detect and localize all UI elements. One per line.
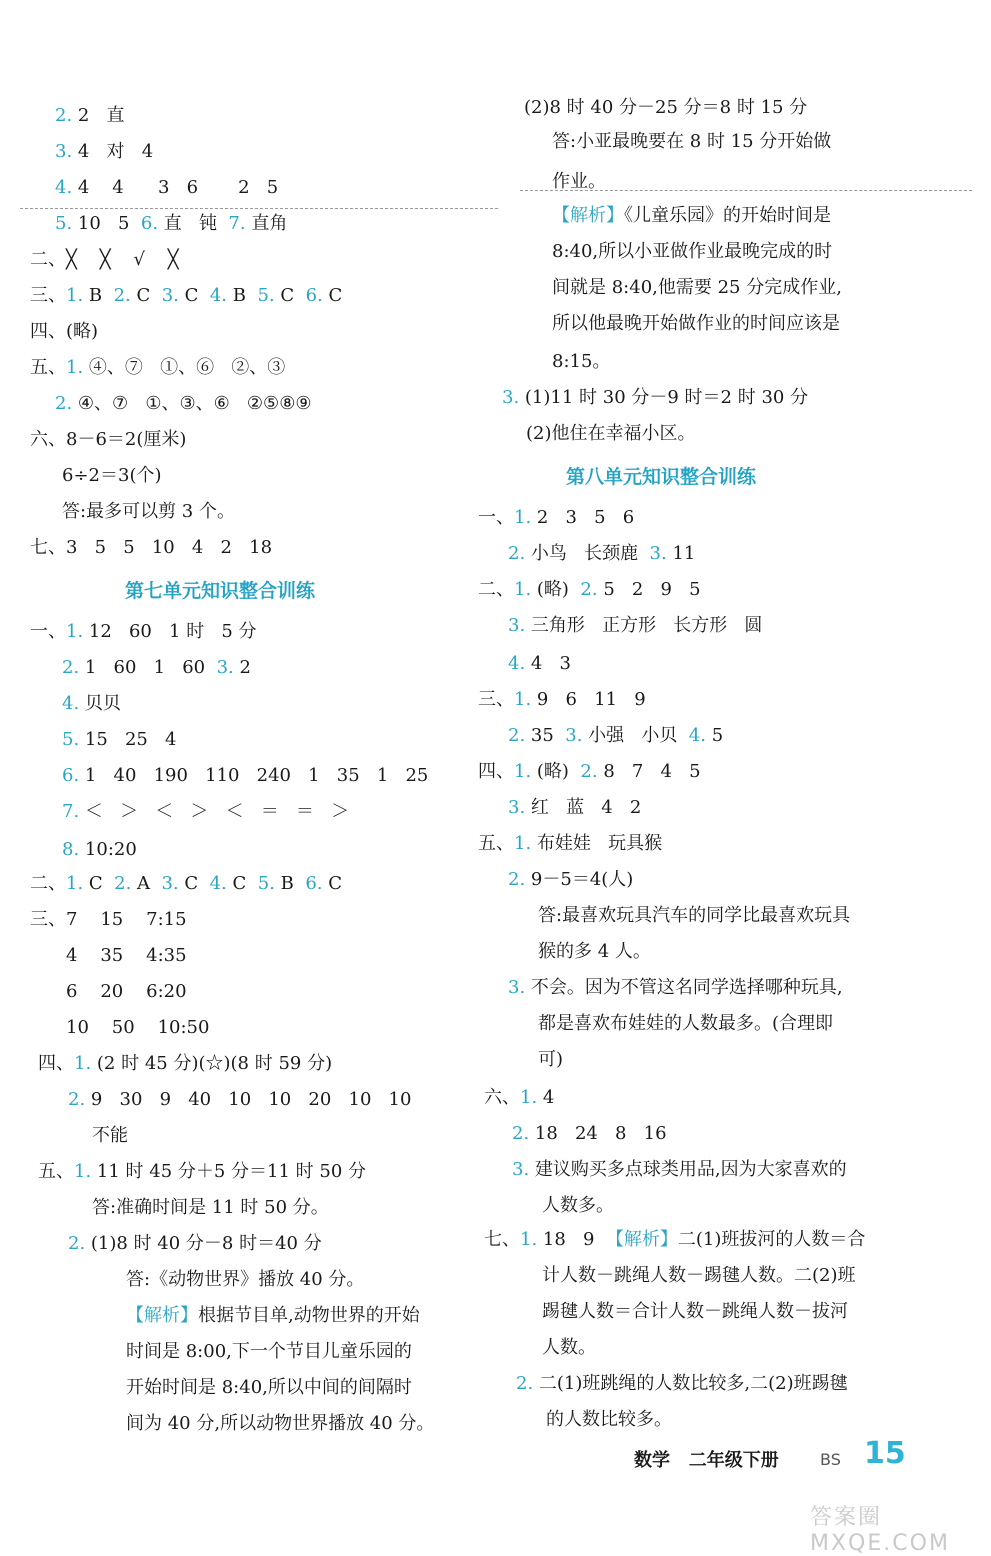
answer-text: 15 25 4	[79, 729, 177, 750]
item-number: 1.	[520, 1229, 538, 1250]
answer-text: 12 60 1 时 5 分	[83, 621, 257, 642]
item-number: 2.	[508, 543, 526, 564]
answer-text: B	[227, 285, 258, 306]
answer-text: 七、	[484, 1229, 520, 1250]
right-answer-line	[552, 312, 840, 336]
answer-text: (略)	[531, 579, 581, 600]
answer-text: 作业。	[552, 171, 606, 192]
answer-text: 六、	[484, 1087, 520, 1108]
item-number: 3.	[512, 1159, 530, 1180]
item-number: 2.	[512, 1123, 530, 1144]
item-number: 2.	[68, 1233, 86, 1254]
left-answer-line	[92, 1124, 128, 1148]
answer-text: 三、	[30, 285, 66, 306]
item-number: 3.	[55, 141, 73, 162]
left-answer-line	[30, 356, 285, 380]
item-number: 1.	[514, 579, 532, 600]
answer-text: 间就是 8:40,他需要 25 分完成作业,	[552, 277, 842, 298]
left-answer-line	[66, 980, 187, 1004]
answer-text: 答:《动物世界》播放 40 分。	[126, 1269, 365, 1290]
answer-text: 四、	[478, 761, 514, 782]
item-number: 6.	[62, 765, 80, 786]
answer-text: 四、	[38, 1053, 74, 1074]
right-answer-line	[484, 1086, 554, 1110]
answer-text: 二、╳ ╳ √ ╳	[30, 249, 179, 270]
right-answer-line	[552, 350, 610, 374]
left-answer-line	[30, 536, 272, 560]
item-number: 6.	[305, 285, 323, 306]
answer-text: C	[274, 285, 306, 306]
answer-text: 二(1)班跳绳的人数比较多,二(2)班踢毽	[533, 1373, 848, 1394]
right-answer-line	[552, 130, 831, 154]
unit7-heading: 第七单元知识整合训练	[125, 580, 316, 602]
left-answer-line	[62, 838, 137, 862]
answer-text: 8 7 4 5	[597, 761, 701, 782]
answer-text: 2 3 5 6	[531, 507, 635, 528]
item-number: 1.	[66, 621, 84, 642]
answer-text: (2)他住在幸福小区。	[526, 423, 696, 444]
left-answer-line	[30, 320, 98, 344]
right-answer-line	[542, 1336, 596, 1360]
item-number: 2.	[68, 1089, 86, 1110]
right-answer-line	[526, 422, 696, 446]
item-number: 5.	[257, 873, 275, 894]
answer-text: 五、	[478, 833, 514, 854]
answer-text: 2	[233, 657, 251, 678]
left-answer-line	[55, 392, 311, 416]
left-answer-line	[62, 764, 428, 788]
item-number: 4.	[209, 873, 227, 894]
left-answer-line	[126, 1340, 412, 1364]
item-number: 4.	[62, 693, 80, 714]
left-answer-line	[62, 728, 177, 752]
answer-text: 4 对 4	[72, 141, 154, 162]
item-number: 8.	[62, 839, 80, 860]
answer-text: 不能	[92, 1125, 128, 1146]
left-answer-line	[92, 1196, 329, 1220]
left-answer-line	[62, 656, 251, 680]
left-answer-line	[30, 872, 342, 896]
answer-text: (1)8 时 40 分－8 时＝40 分	[85, 1233, 322, 1254]
item-number: 3.	[649, 543, 667, 564]
answer-text: 计人数－跳绳人数－踢毽人数。二(2)班	[542, 1265, 856, 1286]
answer-text: C	[178, 873, 210, 894]
answer-text: 开始时间是 8:40,所以中间的间隔时	[126, 1377, 412, 1398]
answer-text: 五、	[38, 1161, 74, 1182]
item-number: 1.	[520, 1087, 538, 1108]
item-number: 2.	[55, 393, 73, 414]
item-number: 7.	[62, 801, 80, 822]
left-answer-line	[66, 944, 187, 968]
answer-text: 直 钝	[158, 213, 229, 234]
answer-text: 可)	[538, 1049, 564, 1070]
left-answer-line	[62, 692, 121, 716]
item-number: 1.	[514, 507, 532, 528]
right-answer-line	[508, 724, 723, 748]
answer-text: 根据节目单,动物世界的开始	[198, 1305, 420, 1326]
page-number: 15	[864, 1436, 906, 1471]
item-number: 3.	[161, 873, 179, 894]
answer-text: 1 60 1 60	[79, 657, 217, 678]
answer-text: 9 6 11 9	[531, 689, 646, 710]
item-number: 3.	[508, 797, 526, 818]
right-answer-line	[538, 1012, 833, 1036]
left-answer-line	[30, 284, 342, 308]
analysis-tag: 【解析】	[552, 205, 624, 226]
right-answer-line	[538, 904, 850, 928]
item-number: 1.	[66, 357, 84, 378]
right-answer-line	[502, 386, 808, 410]
item-number: 6.	[305, 873, 323, 894]
watermark-logo: 答案圈 MXQE.COM	[810, 1505, 950, 1556]
answer-text: 4 4 3 6 2 5	[72, 177, 279, 198]
footer-edition: BS	[820, 1450, 841, 1469]
answer-text: 时间是 8:00,下一个节目儿童乐园的	[126, 1341, 412, 1362]
item-number: 3.	[502, 387, 520, 408]
answer-text: 9 30 9 40 10 10 20 10 10	[85, 1089, 412, 1110]
answer-text: (2)8 时 40 分－25 分＝8 时 15 分	[524, 97, 808, 118]
item-number: 4.	[209, 285, 228, 306]
answer-text: ④、⑦ ①、⑥ ②、③	[83, 357, 286, 378]
answer-text: 踢毽人数＝合计人数－跳绳人数－拔河	[542, 1301, 848, 1322]
right-answer-line	[484, 1228, 865, 1252]
answer-text: (2 时 45 分)(☆)(8 时 59 分)	[91, 1053, 333, 1074]
answer-text: 1 40 190 110 240 1 35 1 25	[79, 765, 429, 786]
unit8-heading: 第八单元知识整合训练	[566, 466, 757, 488]
answer-text: 七、3 5 5 10 4 2 18	[30, 537, 273, 558]
answer-text: C	[130, 285, 162, 306]
answer-text: 《儿童乐园》的开始时间是	[624, 205, 831, 226]
answer-text: A	[131, 873, 162, 894]
right-answer-line	[546, 1408, 672, 1432]
right-answer-line	[508, 652, 571, 676]
answer-text: 五、	[30, 357, 66, 378]
answer-text: 人数。	[542, 1337, 596, 1358]
item-number: 2.	[55, 105, 73, 126]
answer-text: 10:20	[79, 839, 137, 860]
answer-text: 10 50 10:50	[66, 1017, 210, 1038]
item-number: 4.	[508, 653, 526, 674]
answer-text: 猴的多 4 人。	[538, 941, 651, 962]
answer-text: 人数多。	[542, 1195, 614, 1216]
left-answer-line	[38, 1052, 332, 1076]
item-number: 4.	[688, 725, 706, 746]
right-answer-line	[508, 976, 843, 1000]
answer-text: 三、	[478, 689, 514, 710]
answer-text: 答:准确时间是 11 时 50 分。	[92, 1197, 329, 1218]
left-answer-line	[55, 176, 278, 200]
answer-text: C	[178, 285, 210, 306]
right-answer-line	[478, 506, 634, 530]
answer-text: 四、(略)	[30, 321, 99, 342]
item-number: 1.	[74, 1161, 92, 1182]
left-answer-line	[55, 212, 287, 236]
right-answer-line	[552, 276, 842, 300]
item-number: 2.	[580, 579, 598, 600]
answer-text: 六、8－6＝2(厘米)	[30, 429, 187, 450]
left-answer-line	[126, 1304, 420, 1328]
answer-text: C	[83, 873, 115, 894]
item-number: 2.	[113, 285, 131, 306]
item-number: 1.	[66, 285, 84, 306]
item-number: 2.	[508, 869, 526, 890]
item-number: 6.	[140, 213, 159, 234]
answer-text: B	[274, 873, 306, 894]
answer-text: 4 3	[525, 653, 571, 674]
answer-text: 小鸟 长颈鹿	[525, 543, 650, 564]
answer-text: B	[83, 285, 114, 306]
item-number: 5.	[62, 729, 80, 750]
right-answer-line	[524, 96, 807, 120]
right-answer-line	[512, 1158, 847, 1182]
item-number: 4.	[55, 177, 73, 198]
analysis-tag: 【解析】	[605, 1229, 678, 1250]
left-answer-line	[68, 1232, 322, 1256]
answer-text: 三、7 15 7:15	[30, 909, 187, 930]
answer-text: 答:最多可以剪 3 个。	[62, 501, 235, 522]
answer-text: ＜ ＞ ＜ ＞ ＜ ＝ ＝ ＞	[79, 801, 350, 822]
item-number: 1.	[514, 761, 532, 782]
left-answer-line	[30, 908, 187, 932]
answer-text: 10 5	[72, 213, 141, 234]
right-answer-line	[512, 1122, 667, 1146]
left-answer-line	[30, 620, 257, 644]
item-number: 2.	[114, 873, 132, 894]
right-answer-line	[542, 1194, 614, 1218]
answer-text: C	[226, 873, 258, 894]
left-answer-line	[68, 1088, 411, 1112]
right-answer-line	[552, 204, 831, 228]
item-number: 5.	[257, 285, 275, 306]
left-answer-line	[126, 1376, 412, 1400]
left-answer-line	[62, 464, 161, 488]
answer-text: 一、	[478, 507, 514, 528]
answer-text: (1)11 时 30 分－9 时＝2 时 30 分	[519, 387, 809, 408]
analysis-tag: 【解析】	[126, 1305, 198, 1326]
right-answer-line	[478, 578, 701, 602]
right-answer-line	[508, 542, 695, 566]
answer-text: 35	[525, 725, 566, 746]
answer-text: 5	[705, 725, 724, 746]
right-answer-line	[478, 688, 646, 712]
answer-text: 建议购买多点球类用品,因为大家喜欢的	[529, 1159, 847, 1180]
item-number: 1.	[514, 833, 532, 854]
left-answer-line	[126, 1412, 434, 1436]
left-answer-line	[126, 1268, 364, 1292]
right-answer-line	[542, 1264, 856, 1288]
item-number: 2.	[508, 725, 526, 746]
right-answer-line	[508, 614, 762, 638]
answer-text: 4	[537, 1087, 555, 1108]
item-number: 1.	[66, 873, 84, 894]
answer-text: 二(1)班拔河的人数＝合	[677, 1229, 866, 1250]
item-number: 7.	[228, 213, 246, 234]
answer-text: 布娃娃 玩具猴	[531, 833, 663, 854]
left-answer-line	[55, 104, 125, 128]
answer-text: 三角形 正方形 长方形 圆	[525, 615, 763, 636]
left-answer-line	[66, 1016, 209, 1040]
answer-text: 4 35 4:35	[66, 945, 187, 966]
answer-text: 答:最喜欢玩具汽车的同学比最喜欢玩具	[538, 905, 851, 926]
answer-text: 小强 小贝	[582, 725, 689, 746]
answer-text: 6 20 6:20	[66, 981, 187, 1002]
right-answer-line	[538, 1048, 563, 1072]
answer-text: 二、	[30, 873, 66, 894]
item-number: 2.	[516, 1373, 534, 1394]
answer-text: 18 9	[537, 1229, 606, 1250]
answer-text: 8:15。	[552, 351, 611, 372]
left-answer-line	[62, 500, 235, 524]
right-answer-line	[516, 1372, 848, 1396]
right-answer-line	[552, 170, 606, 194]
item-number: 3.	[565, 725, 583, 746]
answer-text: 2 直	[72, 105, 125, 126]
answer-text: 18 24 8 16	[529, 1123, 667, 1144]
answer-text: 6÷2＝3(个)	[62, 465, 162, 486]
item-number: 3.	[216, 657, 234, 678]
right-answer-line	[538, 940, 651, 964]
answer-text: 不会。因为不管这名同学选择哪种玩具,	[525, 977, 843, 998]
answer-text: 直角	[245, 213, 288, 234]
answer-text: 的人数比较多。	[546, 1409, 672, 1430]
answer-text: 贝贝	[79, 693, 121, 714]
answer-text: C	[322, 873, 343, 894]
answer-text: 间为 40 分,所以动物世界播放 40 分。	[126, 1413, 435, 1434]
answer-text: 红 蓝 4 2	[525, 797, 642, 818]
answer-text: 5 2 9 5	[597, 579, 701, 600]
right-answer-line	[478, 832, 662, 856]
item-number: 3.	[161, 285, 179, 306]
left-answer-line	[38, 1160, 366, 1184]
item-number: 1.	[514, 689, 532, 710]
right-answer-line	[508, 868, 633, 892]
item-number: 3.	[508, 977, 526, 998]
answer-text: 一、	[30, 621, 66, 642]
left-answer-line	[62, 800, 349, 824]
answer-text: (略)	[531, 761, 581, 782]
answer-text: 答:小亚最晚要在 8 时 15 分开始做	[552, 131, 832, 152]
answer-text: 11	[666, 543, 696, 564]
item-number: 5.	[55, 213, 73, 234]
item-number: 1.	[74, 1053, 92, 1074]
right-answer-line	[508, 796, 641, 820]
left-answer-line	[55, 140, 153, 164]
item-number: 2.	[580, 761, 598, 782]
answer-text: 都是喜欢布娃娃的人数最多。(合理即	[538, 1013, 834, 1034]
right-answer-line	[478, 760, 701, 784]
right-answer-line	[552, 240, 832, 264]
answer-text: 所以他最晚开始做作业的时间应该是	[552, 313, 840, 334]
answer-text: 9－5＝4(人)	[525, 869, 634, 890]
dashed-divider-left	[20, 208, 498, 209]
answer-text: ④、⑦ ①、③、⑥ ②⑤⑧⑨	[72, 393, 312, 414]
left-answer-line	[30, 248, 179, 272]
item-number: 2.	[62, 657, 80, 678]
answer-text: C	[322, 285, 343, 306]
item-number: 3.	[508, 615, 526, 636]
right-answer-line	[542, 1300, 848, 1324]
answer-text: 11 时 45 分＋5 分＝11 时 50 分	[91, 1161, 367, 1182]
answer-text: 二、	[478, 579, 514, 600]
footer-subject: 数学 二年级下册	[634, 1450, 779, 1471]
left-answer-line	[30, 428, 186, 452]
answer-text: 8:40,所以小亚做作业最晚完成的时	[552, 241, 833, 262]
